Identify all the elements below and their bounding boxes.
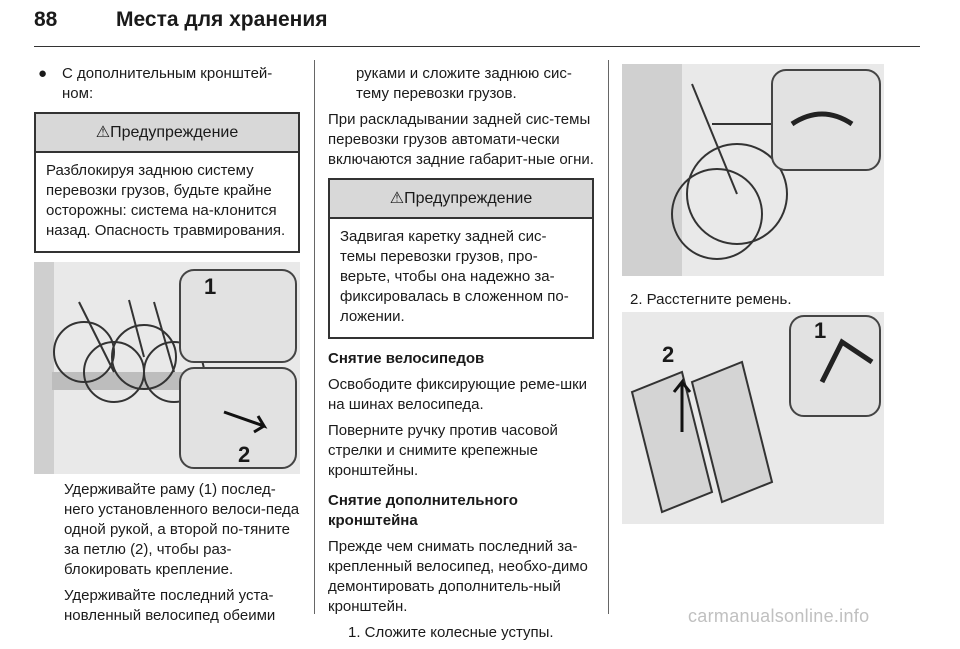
step-item: 2. Расстегните ремень. (630, 291, 792, 308)
figure-label-2: 2 (238, 442, 251, 467)
warning-text: Разблокируя заднюю систему перевозки грузов, будьте крайне осторожны: система на-клонится назад. Опасность травмирования. (46, 162, 286, 239)
bullet-item (34, 64, 300, 104)
paragraph: руками и сложите заднюю сис-тему перевозки грузов. (356, 65, 572, 102)
page-title: Места для хранения (116, 8, 328, 31)
paragraph: Освободите фиксирующие реме-шки на шинах велосипеда. (328, 376, 588, 413)
middle-column (328, 64, 594, 649)
warning-header (330, 180, 592, 219)
page-number: 88 (34, 8, 58, 31)
bullet-text: С дополнительным кронштей-ном: (62, 65, 273, 102)
column-divider-2 (608, 60, 609, 614)
warning-title: Предупреждение (404, 190, 533, 207)
column-divider-1 (314, 60, 315, 614)
step-item: 1. Сложите колесные уступы. (348, 624, 554, 641)
warning-triangle-icon: ⚠ (389, 190, 405, 207)
warning-header (36, 114, 298, 153)
paragraph: Удерживайте раму (1) послед-него установленного велоси-педа одной рукой, а второй по-тяните за петлю (2), чтобы раз-блокировать крепление. (64, 481, 300, 578)
paragraph: Удерживайте последний уста-новленный велосипед обеими (64, 587, 276, 624)
bike-strap-illustration (622, 64, 884, 276)
warning-box (34, 112, 300, 253)
warning-title: Предупреждение (110, 124, 239, 141)
left-column-lower (64, 480, 304, 632)
section-heading: Снятие велосипедов (328, 350, 485, 367)
warning-text: Задвигая каретку задней сис-темы перевозки грузов, про-верьте, чтобы она надежно за-фиксировалась в сложенном по-ложении. (340, 228, 569, 325)
paragraph: Прежде чем снимать последний за-крепленный велосипед, необхо-димо демонтировать дополнитель-ный кронштейн. (328, 538, 588, 615)
paragraph: Поверните ручку против часовой стрелки и снимите крепежные кронштейны. (328, 422, 558, 479)
figure-label-1: 1 (814, 318, 827, 343)
warning-triangle-icon: ⚠ (95, 124, 111, 141)
bullet-icon: ● (38, 65, 48, 82)
bike-rack-unlock-illustration (34, 262, 300, 474)
section-heading: Снятие дополнительного кронштейна (328, 492, 518, 529)
watermark: carmanualsonline.info (688, 606, 870, 626)
header-rule (34, 46, 920, 47)
paragraph: При раскладывании задней сис-темы перевозки грузов автомати-чески включаются задние габарит-ные огни. (328, 111, 594, 168)
figure-label-1: 1 (204, 274, 217, 299)
bike-strap-drawing (622, 64, 884, 276)
bike-rack-drawing (34, 262, 300, 474)
figure-label-2: 2 (662, 342, 675, 367)
rack-fold-illustration (622, 312, 884, 524)
warning-box (328, 178, 594, 339)
left-column (34, 64, 300, 263)
